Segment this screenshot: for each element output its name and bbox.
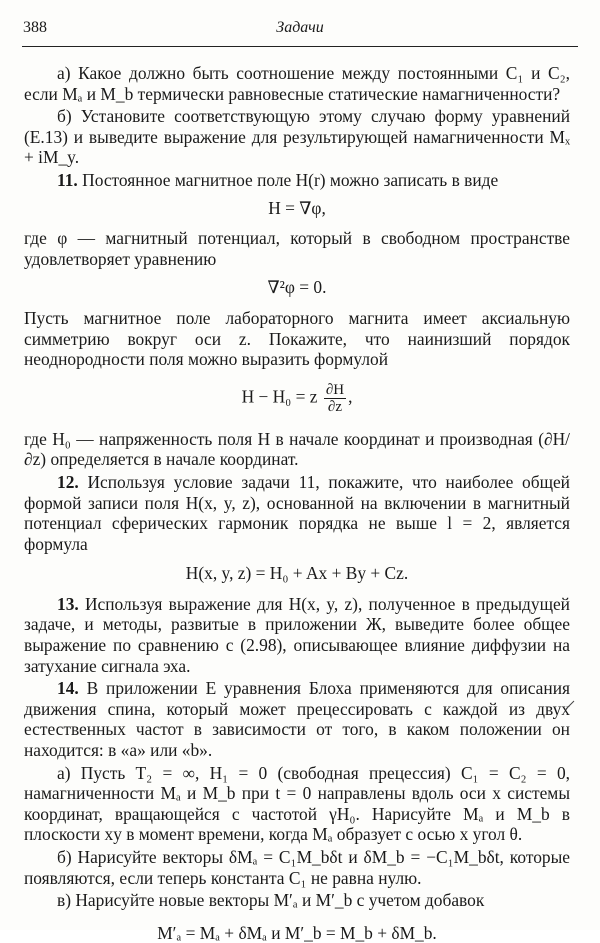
- page-body: [24, 63, 570, 943]
- problem-11-text: Постоянное магнитное поле H(r) можно записать в виде: [82, 169, 499, 190]
- problem-number: 11.: [57, 169, 78, 190]
- derivative-fraction: [324, 382, 346, 415]
- problem-10a: а) Какое должно быть соотношение между постоянными C₁ и C₂, если Mₐ и M_b термически равновесные статические намагниченности?: [24, 63, 570, 104]
- problem-11-continuation: где φ — магнитный потенциал, который в свободном пространстве удовлетворяет уравнению: [24, 228, 570, 269]
- problem-number: 14.: [57, 678, 79, 699]
- fraction-numerator: ∂H: [325, 381, 345, 398]
- pencil-mark-icon: [565, 700, 575, 710]
- equation-new-vectors: M′ₐ = Mₐ + δMₐ и M′_b = M_b + δM_b.: [157, 922, 437, 943]
- problem-14: [24, 678, 570, 760]
- running-title: Задачи: [276, 19, 324, 36]
- problem-13-text: Используя выражение для H(x, y, z), полученное в предыдущей задаче, и методы, развитые в приложении Ж, выведите более общее выражение по сравнению с (2.98), описывающее влияние диффузии на затухание сигнала эха.: [24, 593, 570, 676]
- problem-11-note: где H₀ — напряженность поля H в начале координат и производная (∂H/∂z) определяется в начале координат.: [24, 428, 570, 470]
- page-number: 388: [23, 19, 47, 36]
- problem-number: 13.: [57, 593, 79, 614]
- problem-14-text: В приложении Е уравнения Блоха применяются для описания движения спина, который может прецессировать с каждой из двух естественных частот в зависимости от того, в каком положении он находится: в «a» или «b».: [24, 678, 570, 761]
- equation-field-gradient: [24, 382, 570, 415]
- problem-11-task: Пусть магнитное поле лабораторного магнита имеет аксиальную симметрию вокруг оси z. Покажите, что наинизший порядок неоднородности поля можно выразить формулой: [24, 307, 570, 370]
- header-rule: [22, 46, 578, 47]
- equation-general-field: H(x, y, z) = H₀ + Ax + By + Cz.: [185, 563, 409, 584]
- page-header: [0, 18, 600, 40]
- problem-14b: б) Нарисуйте векторы δMₐ = C₁M_bδt и δM_b = −C₁M_bδt, которые появляются, если теперь константа C₁ не равна нулю.: [24, 847, 570, 888]
- problem-13: [24, 594, 570, 676]
- eq3-end: ,: [348, 386, 353, 407]
- eq3-lhs: H − H₀ = z: [241, 386, 318, 407]
- problem-10b: б) Установите соответствующую этому случаю форму уравнений (Е.13) и выведите выражение для результирующей намагниченности Mₓ + iM_y.: [24, 106, 570, 168]
- problem-number: 12.: [57, 471, 79, 492]
- problem-11: [24, 170, 570, 191]
- problem-12: [24, 472, 570, 554]
- fraction-denominator: ∂z: [327, 398, 342, 415]
- problem-12-text: Используя условие задачи 11, покажите, что наиболее общей формой записи поля H(x, y, z), основанной на включении в магнитный потенциал сферических гармоник порядка не выше l = 2, является формула: [24, 471, 570, 554]
- problem-14a: а) Пусть T₂ = ∞, H₁ = 0 (свободная прецессия) C₁ = C₂ = 0, намагниченности Mₐ и M_b при t = 0 направлены вдоль оси x системы координат, вращающейся с частотой γH₀. Нарисуйте Mₐ и M_b в плоскости xy в момент времени, когда Mₐ образует с осью x угол θ.: [24, 762, 570, 845]
- equation-gradient: H = ∇φ,: [268, 197, 326, 218]
- equation-laplace: ∇²φ = 0.: [267, 277, 327, 298]
- problem-14c: в) Нарисуйте новые векторы M′ₐ и M′_b с учетом добавок: [57, 890, 485, 911]
